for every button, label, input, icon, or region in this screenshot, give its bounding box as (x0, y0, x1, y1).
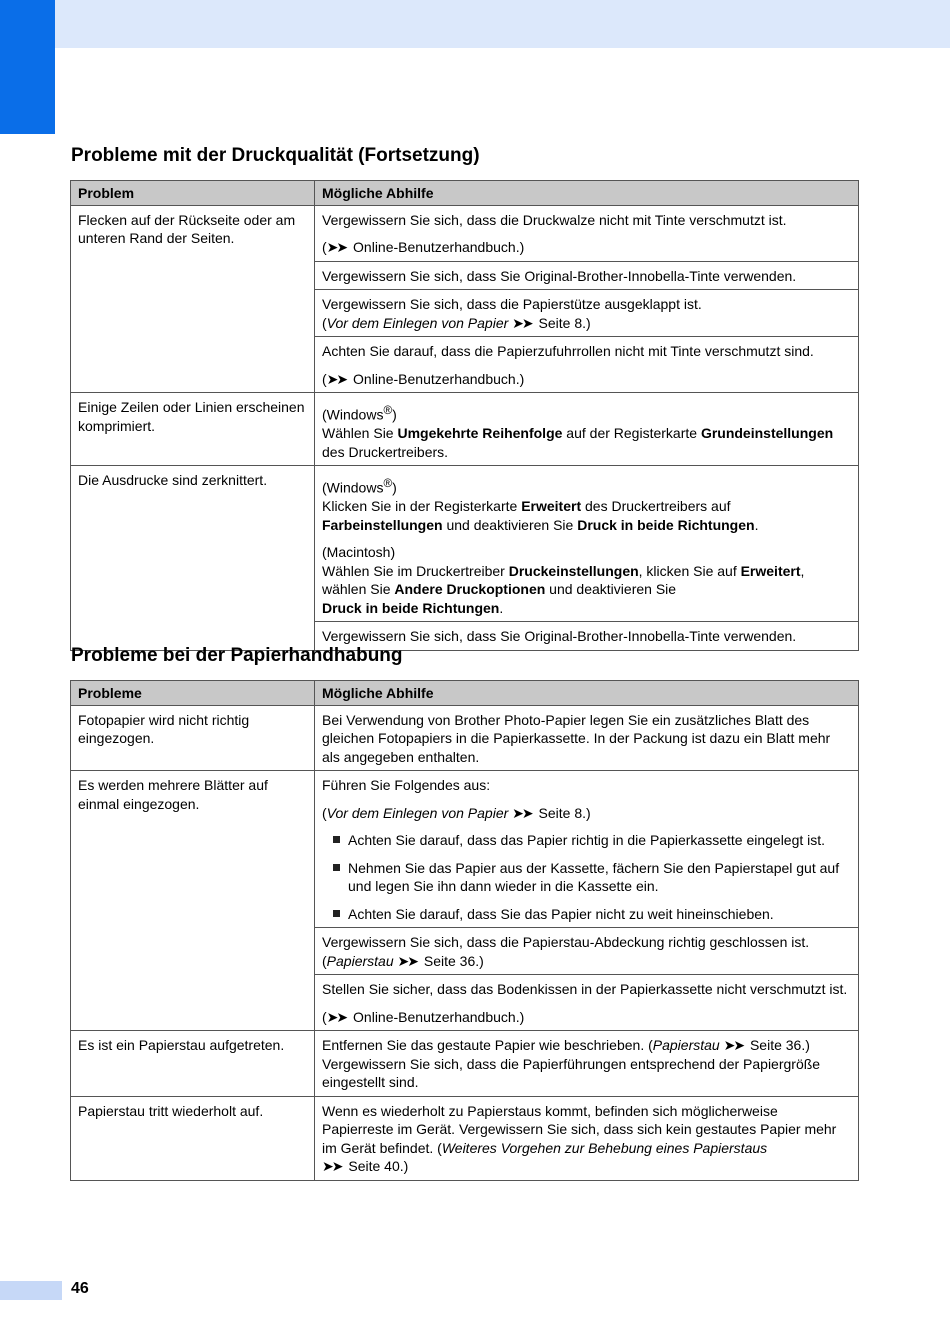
page-number-band (0, 1281, 62, 1300)
table-row (71, 1031, 859, 1097)
double-arrow-icon: ➤➤ (512, 804, 532, 821)
remedy-item: Vergewissern Sie sich, dass Sie Original-Brother-Innobella-Tinte verwenden. (315, 261, 858, 290)
table-row (71, 705, 859, 771)
table-row (71, 205, 859, 393)
double-arrow-icon: ➤➤ (512, 314, 532, 331)
double-arrow-icon: ➤➤ (397, 952, 417, 969)
remedy-cell (315, 771, 859, 1031)
double-arrow-icon: ➤➤ (326, 370, 347, 387)
reference: (Vor dem Einlegen von Papier ➤➤ Seite 8.) (322, 314, 591, 331)
remedy-item: Vergewissern Sie sich, dass die Papierstau-Abdeckung richtig geschlossen ist. (Papierstau ➤➤ Seite 36.) (315, 927, 858, 974)
double-arrow-icon: ➤➤ (326, 1008, 347, 1025)
remedy-item: Vergewissern Sie sich, dass Sie Original-Brother-Innobella-Tinte verwenden. (315, 621, 858, 650)
column-header-remedy: Mögliche Abhilfe (315, 681, 859, 706)
table-row (71, 393, 859, 466)
bullet-square-icon (333, 836, 340, 843)
table-row (71, 466, 859, 651)
chapter-tab (0, 0, 55, 134)
section-title-print-quality: Probleme mit der Druckqualität (Fortsetzung) (71, 145, 480, 166)
registered-mark: ® (383, 404, 393, 417)
remedy-item: Achten Sie darauf, dass die Papierzufuhrrollen nicht mit Tinte verschmutzt sind. (➤➤ Online-Benutzerhandbuch.) (315, 336, 858, 392)
table-row (71, 771, 859, 1031)
bullet-square-icon (333, 864, 340, 871)
remedy-cell: Bei Verwendung von Brother Photo-Papier legen Sie ein zusätzliches Blatt des gleichen Fotopapiers in die Papierkassette. In der Packung ist dazu ein Blatt mehr als angegeben enthalten. (315, 705, 859, 771)
reference: (➤➤ Online-Benutzerhandbuch.) (322, 1008, 525, 1025)
paper-handling-table (70, 680, 859, 1181)
column-header-remedy: Mögliche Abhilfe (315, 181, 859, 206)
remedy-item: Stellen Sie sicher, dass das Bodenkissen in der Papierkassette nicht verschmutzt ist. (➤➤ Online-Benutzerhandbuch.) (315, 974, 858, 1030)
reference: (Papierstau ➤➤ Seite 36.) (322, 952, 484, 969)
registered-mark: ® (383, 477, 393, 491)
page-number: 46 (71, 1280, 89, 1297)
problem-cell: Einige Zeilen oder Linien erscheinen komprimiert. (71, 393, 315, 466)
double-arrow-icon: ➤➤ (723, 1037, 744, 1053)
problem-cell: Fotopapier wird nicht richtig eingezogen. (71, 705, 315, 771)
reference: (➤➤ Online-Benutzerhandbuch.) (322, 239, 525, 255)
table-header (71, 681, 859, 706)
double-arrow-icon: ➤➤ (322, 1158, 342, 1174)
table-row (71, 1096, 859, 1180)
header-band (55, 0, 950, 48)
reference: (➤➤ Online-Benutzerhandbuch.) (322, 370, 525, 387)
list-item: Nehmen Sie das Papier aus der Kassette, fächern Sie den Papierstapel gut auf und legen Sie ihn dann wieder in die Kassette ein. (322, 859, 851, 896)
list-item: Achten Sie darauf, dass das Papier richtig in die Papierkassette eingelegt ist. (322, 831, 851, 850)
problem-cell: Die Ausdrucke sind zerknittert. (71, 466, 315, 651)
problem-cell: Flecken auf der Rückseite oder am unteren Rand der Seiten. (71, 205, 315, 393)
list-item: Achten Sie darauf, dass Sie das Papier nicht zu weit hineinschieben. (322, 905, 851, 924)
remedy-cell: Entfernen Sie das gestaute Papier wie beschrieben. (Papierstau ➤➤ Seite 36.) Vergewissern Sie sich, dass die Papierführungen entsprechend der Papiergröße eingestellt sind. (315, 1031, 859, 1097)
problem-cell: Es werden mehrere Blätter auf einmal eingezogen. (71, 771, 315, 1031)
remedy-cell: (Windows®) Wählen Sie Umgekehrte Reihenfolge auf der Registerkarte Grundeinstellungen des Druckertreibers. (315, 393, 859, 466)
column-header-problem: Probleme (71, 681, 315, 706)
remedy-item: Führen Sie Folgendes aus: (Vor dem Einlegen von Papier ➤➤ Seite 8.) Achten Sie darauf, dass das Papier richtig in die Papierkassette eingelegt ist. Nehmen Sie das Papier aus der Kassette, fächern Sie den Papierstapel gut auf und legen Sie ihn dann wieder in die Kassette ein. Achten Sie darauf, dass Sie das Papier nicht zu weit hineinschieben. (315, 771, 858, 927)
remedy-item: Vergewissern Sie sich, dass die Papierstütze ausgeklappt ist. (Vor dem Einlegen von Papier ➤➤ Seite 8.) (315, 289, 858, 336)
bullet-square-icon (333, 910, 340, 917)
problem-cell: Papierstau tritt wiederholt auf. (71, 1096, 315, 1180)
print-quality-table (70, 180, 859, 651)
table-header (71, 181, 859, 206)
reference: (Vor dem Einlegen von Papier ➤➤ Seite 8.) (322, 804, 591, 821)
remedy-item: (Windows®) Klicken Sie in der Registerkarte Erweitert des Druckertreibers auf Farbeinstellungen und deaktivieren Sie Druck in beide Richtungen. (Macintosh) Wählen Sie im Druckertreiber Druckeinstellungen, klicken Sie auf Erweitert, wählen Sie Andere Druckoptionen und deaktivieren Sie Druck in beide Richtungen. (322, 477, 805, 616)
remedy-cell (315, 466, 859, 651)
problem-cell: Es ist ein Papierstau aufgetreten. (71, 1031, 315, 1097)
remedy-item: Vergewissern Sie sich, dass die Druckwalze nicht mit Tinte verschmutzt ist. (➤➤ Online-Benutzerhandbuch.) (315, 206, 858, 261)
remedy-cell (315, 205, 859, 393)
column-header-problem: Problem (71, 181, 315, 206)
section-title-paper-handling: Probleme bei der Papierhandhabung (71, 645, 403, 666)
remedy-cell: Wenn es wiederholt zu Papierstaus kommt, befinden sich möglicherweise Papierreste im Gerät. Vergewissern Sie sich, dass sich kein gestautes Papier mehr im Gerät befindet. (Weiteres Vorgehen zur Behebung eines Papierstaus ➤➤ Seite 40.) (315, 1096, 859, 1180)
double-arrow-icon: ➤➤ (326, 239, 347, 255)
